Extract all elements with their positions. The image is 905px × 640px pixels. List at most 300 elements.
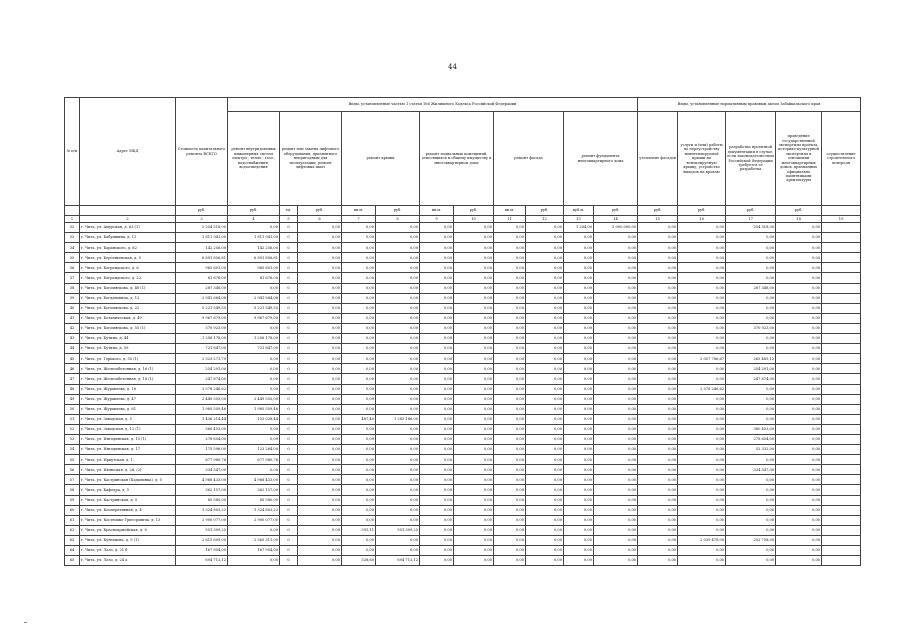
row-value-cell: 0,00 xyxy=(594,495,638,505)
row-value-cell: 0,00 xyxy=(342,313,376,323)
row-address: г. Чита, ул. Бограндского, д. 6 xyxy=(80,263,176,273)
row-value-cell: 0,00 xyxy=(376,424,420,434)
unit-cell: руб. xyxy=(726,206,776,216)
row-value-cell: 0,00 xyxy=(454,243,494,253)
unit-cell: руб. xyxy=(376,206,420,216)
row-value-cell: 0,00 xyxy=(638,384,678,394)
row-value-cell: 0,00 xyxy=(678,434,726,444)
row-value-cell: 0,00 xyxy=(420,485,454,495)
row-value-cell: 0,00 xyxy=(454,394,494,404)
row-value-cell: 0,00 xyxy=(594,273,638,283)
column-index-cell: 2 xyxy=(80,216,176,223)
row-value-cell: 0,00 xyxy=(420,233,454,243)
row-value-cell: 0,00 xyxy=(420,445,454,455)
table-row xyxy=(65,465,861,475)
row-value-cell: 0 xyxy=(280,364,298,374)
row-value-cell: 0,00 xyxy=(526,354,564,364)
table-row xyxy=(65,556,861,566)
row-value-cell: 0,00 xyxy=(298,364,342,374)
row-empty-cell xyxy=(822,313,861,323)
table-row xyxy=(65,323,861,333)
row-value-cell: 0,00 xyxy=(342,243,376,253)
row-empty-cell xyxy=(822,374,861,384)
row-value-cell: 0,00 xyxy=(526,263,564,273)
row-address: г. Чита, ул. Богомягкова, д. 22 xyxy=(80,303,176,313)
row-value-cell: 0,00 xyxy=(454,525,494,535)
row-value-cell: 0,00 xyxy=(376,384,420,394)
unit-cell: кв.м. xyxy=(420,206,454,216)
row-value-cell: 0,00 xyxy=(342,445,376,455)
row-value-cell: 0,00 xyxy=(594,313,638,323)
row-value-cell: 0,00 xyxy=(526,475,564,485)
row-value-cell: 0,00 xyxy=(420,354,454,364)
row-number: 64 xyxy=(65,546,80,556)
row-value-cell: 0,00 xyxy=(776,515,822,525)
row-value-cell: 0 xyxy=(280,253,298,263)
row-value-cell: 0,00 xyxy=(638,515,678,525)
row-value-cell: 0,00 xyxy=(776,505,822,515)
table-row xyxy=(65,303,861,313)
row-value-cell: 0,00 xyxy=(726,505,776,515)
row-value-cell: 0,00 xyxy=(776,535,822,545)
row-value-cell: 0,00 xyxy=(776,434,822,444)
row-value-cell: 0,00 xyxy=(678,495,726,505)
row-address: г. Чита, ул. Журавлева, д. 61 xyxy=(80,404,176,414)
row-value-cell: 0,00 xyxy=(420,374,454,384)
row-value-cell: 0,00 xyxy=(776,525,822,535)
row-value-cell: 0,00 xyxy=(726,253,776,263)
row-value-cell: 0,00 xyxy=(342,303,376,313)
row-address: г. Чита, ул. Заводская, д. 12 (1) xyxy=(80,424,176,434)
row-value-cell: 0,00 xyxy=(638,404,678,414)
row-value-cell: 965 601,00 xyxy=(176,263,228,273)
row-value-cell: 0,00 xyxy=(420,263,454,273)
row-value-cell: 0,00 xyxy=(342,223,376,233)
row-value-cell: 0,00 xyxy=(526,485,564,495)
row-value-cell: 0,00 xyxy=(726,546,776,556)
row-value-cell: 0,00 xyxy=(342,455,376,465)
row-value-cell: 0,00 xyxy=(376,535,420,545)
row-value-cell: 0 xyxy=(280,535,298,545)
row-value-cell: 0,00 xyxy=(638,546,678,556)
row-value-cell: 0,00 xyxy=(594,243,638,253)
row-value-cell: 0,00 xyxy=(526,535,564,545)
row-value-cell: 0 xyxy=(280,334,298,344)
row-value-cell: 0,00 xyxy=(298,535,342,545)
table-row xyxy=(65,313,861,323)
row-value-cell: 0,00 xyxy=(678,303,726,313)
row-address: г. Чита, ул. Богдановича, д. 12 xyxy=(80,293,176,303)
row-value-cell: 0,00 xyxy=(638,313,678,323)
row-value-cell: 0,00 xyxy=(638,354,678,364)
row-value-cell: 0,00 xyxy=(494,485,526,495)
row-value-cell: 0 xyxy=(280,424,298,434)
row-address: г. Чита, ул. Лазо, д. 24 а xyxy=(80,556,176,566)
header-heritage-expertise: проведение государственной экспертизы проекта, историко-культурной экспертизы в отношении многоквартирных домов, признанных официально памятниками архитектуры xyxy=(776,112,822,206)
row-value-cell: 0,00 xyxy=(454,283,494,293)
table-row xyxy=(65,485,861,495)
row-value-cell: 0,00 xyxy=(420,273,454,283)
row-value-cell: 0,00 xyxy=(594,546,638,556)
row-value-cell: 0,00 xyxy=(594,505,638,515)
header-group-regional: Виды, установленные нормативным правовым актом Забайкальского края xyxy=(638,98,861,112)
row-value-cell: 0,00 xyxy=(420,475,454,485)
row-address: г. Чита, ул. Лазо, д. 21 б xyxy=(80,546,176,556)
row-value-cell: 0,00 xyxy=(564,354,594,364)
row-address: г. Чита, ул. Ингодинская, д. 15 (1) xyxy=(80,434,176,444)
row-value-cell: 0,00 xyxy=(342,283,376,293)
row-value-cell: 123 264,00 xyxy=(228,445,280,455)
row-value-cell: 0,00 xyxy=(564,434,594,444)
row-empty-cell xyxy=(822,253,861,263)
row-value-cell: 360 453,00 xyxy=(176,424,228,434)
row-value-cell: 2 449 555,00 xyxy=(228,394,280,404)
row-value-cell: 0,00 xyxy=(526,404,564,414)
row-value-cell: 0,00 xyxy=(494,334,526,344)
row-value-cell: 0,00 xyxy=(678,334,726,344)
row-value-cell: 0,00 xyxy=(726,233,776,243)
row-value-cell: 0,00 xyxy=(454,434,494,444)
row-value-cell: 0,00 xyxy=(342,394,376,404)
row-value-cell: 153 028,44 xyxy=(228,414,280,424)
row-value-cell: 0,00 xyxy=(298,556,342,566)
row-value-cell: 0,00 xyxy=(494,243,526,253)
row-value-cell: 5 221 549,55 xyxy=(228,303,280,313)
row-value-cell: 0,00 xyxy=(638,394,678,404)
row-value-cell: 0,00 xyxy=(298,283,342,293)
column-index-cell: 8 xyxy=(376,216,420,223)
row-value-cell: 0,00 xyxy=(454,293,494,303)
row-value-cell: 0,00 xyxy=(228,384,280,394)
row-value-cell: 0 xyxy=(280,263,298,273)
row-value-cell: 0,00 xyxy=(726,495,776,505)
row-value-cell: 0,00 xyxy=(594,354,638,364)
row-value-cell: 0,00 xyxy=(342,424,376,434)
row-value-cell: 0,00 xyxy=(298,465,342,475)
row-value-cell: 0,00 xyxy=(776,263,822,273)
row-value-cell: 0,00 xyxy=(376,273,420,283)
row-value-cell: 254 291,00 xyxy=(726,364,776,374)
page-number: 44 xyxy=(448,63,457,71)
row-value-cell: 1 324 803,23 xyxy=(228,505,280,515)
row-value-cell: 0,00 xyxy=(454,556,494,566)
row-value-cell: 0,00 xyxy=(420,313,454,323)
row-value-cell: 0,00 xyxy=(494,535,526,545)
row-empty-cell xyxy=(822,223,861,233)
row-value-cell: 362 157,00 xyxy=(228,485,280,495)
row-value-cell: 0,00 xyxy=(454,354,494,364)
row-value-cell: 0,00 xyxy=(494,233,526,243)
row-number: 57 xyxy=(65,475,80,485)
row-address: г. Чита, ул. Железобетонная, д. 18 (1) xyxy=(80,374,176,384)
row-value-cell: 0,00 xyxy=(594,263,638,273)
scan-mark xyxy=(24,622,27,623)
row-value-cell: 1 256 178,00 xyxy=(176,334,228,344)
row-value-cell: 0,00 xyxy=(494,404,526,414)
row-value-cell: 0,00 xyxy=(420,303,454,313)
row-value-cell: 0,00 xyxy=(638,525,678,535)
header-design-docs: разработка проектной документации в случае, если законодательством Российской Федерации требуется ее разработка xyxy=(726,112,776,206)
row-value-cell: 0,00 xyxy=(494,495,526,505)
row-value-cell: 0,00 xyxy=(678,465,726,475)
row-value-cell: 0,00 xyxy=(526,525,564,535)
row-value-cell: 0,00 xyxy=(594,253,638,263)
row-value-cell: 0,00 xyxy=(342,323,376,333)
row-value-cell: 370 923,00 xyxy=(176,323,228,333)
row-value-cell: 0,00 xyxy=(298,374,342,384)
row-value-cell: 0,00 xyxy=(376,505,420,515)
row-value-cell: 0,00 xyxy=(678,253,726,263)
row-value-cell: 0,00 xyxy=(526,334,564,344)
table-row xyxy=(65,505,861,515)
row-value-cell: 0,00 xyxy=(494,414,526,424)
row-value-cell: 0,00 xyxy=(494,445,526,455)
row-number: 51 xyxy=(65,414,80,424)
row-value-cell: 0,00 xyxy=(564,263,594,273)
row-empty-cell xyxy=(822,434,861,444)
row-number: 38 xyxy=(65,283,80,293)
row-value-cell: 278 654,00 xyxy=(726,434,776,444)
row-empty-cell xyxy=(822,525,861,535)
row-value-cell: 0,00 xyxy=(678,313,726,323)
row-number: 37 xyxy=(65,273,80,283)
row-value-cell: 0,00 xyxy=(564,455,594,465)
row-value-cell: 0,00 xyxy=(726,475,776,485)
header-services: услуги и (или) работы по переустройству невентилируемой крыши на вентилируемую крышу, устройство выходов на кровлю xyxy=(678,112,726,206)
row-value-cell: 0,00 xyxy=(420,334,454,344)
row-value-cell: 0,00 xyxy=(228,556,280,566)
row-value-cell: 0 xyxy=(280,556,298,566)
row-value-cell: 0,00 xyxy=(454,344,494,354)
row-empty-cell xyxy=(822,283,861,293)
row-value-cell: 0 xyxy=(280,313,298,323)
row-number: 32 xyxy=(65,223,80,233)
row-value-cell: 0,00 xyxy=(594,323,638,333)
row-address: г. Чита, ул. Ботаническая, д. 49 xyxy=(80,313,176,323)
row-value-cell: 0,00 xyxy=(420,223,454,233)
row-value-cell: 0,00 xyxy=(564,313,594,323)
column-index-cell: 16 xyxy=(678,216,726,223)
row-value-cell: 2 323 271,79 xyxy=(176,354,228,364)
row-value-cell: 0,00 xyxy=(298,394,342,404)
row-value-cell: 0,00 xyxy=(420,465,454,475)
row-value-cell: 0,00 xyxy=(526,323,564,333)
row-value-cell: 0,00 xyxy=(494,354,526,364)
row-number: 60 xyxy=(65,505,80,515)
row-address: г. Чита, ул. Кастринская, д. 5 xyxy=(80,495,176,505)
row-value-cell: 1 985 559,46 xyxy=(176,404,228,414)
row-value-cell: 2 900 077,00 xyxy=(228,515,280,525)
row-value-cell: 0,00 xyxy=(420,495,454,505)
row-value-cell: 0,00 xyxy=(776,293,822,303)
row-value-cell: 0,00 xyxy=(342,384,376,394)
row-value-cell: 0,00 xyxy=(638,495,678,505)
row-value-cell: 0,00 xyxy=(564,384,594,394)
row-value-cell: 0,00 xyxy=(228,223,280,233)
row-value-cell: 0 xyxy=(280,546,298,556)
row-value-cell: 0,00 xyxy=(454,485,494,495)
row-value-cell: 0,00 xyxy=(594,394,638,404)
row-value-cell: 0,00 xyxy=(564,515,594,525)
row-value-cell: 0,00 xyxy=(454,223,494,233)
row-value-cell: 0,00 xyxy=(454,475,494,485)
row-value-cell: 0,00 xyxy=(454,313,494,323)
header-systems: ремонт внутридомовых инженерных систем электро-, тепло-, газо-, водоснабжения, водоотведения xyxy=(228,112,280,206)
row-value-cell: 0,00 xyxy=(454,455,494,465)
row-value-cell: 0,00 xyxy=(494,374,526,384)
row-empty-cell xyxy=(822,515,861,525)
row-value-cell: 0,00 xyxy=(526,243,564,253)
row-value-cell: 85 580,00 xyxy=(176,495,228,505)
table-row xyxy=(65,374,861,384)
row-value-cell: 0,00 xyxy=(526,233,564,243)
row-value-cell: 0,00 xyxy=(594,525,638,535)
row-value-cell: 0,00 xyxy=(726,394,776,404)
row-value-cell: 1 324 803,23 xyxy=(176,505,228,515)
row-value-cell: 0,00 xyxy=(454,404,494,414)
table-row xyxy=(65,546,861,556)
row-value-cell: 0,00 xyxy=(420,253,454,263)
row-value-cell: 2 578 246,62 xyxy=(176,384,228,394)
row-value-cell: 0,00 xyxy=(594,424,638,434)
row-value-cell: 0 xyxy=(280,243,298,253)
row-value-cell: 0,00 xyxy=(564,535,594,545)
row-value-cell: 1 811 941,00 xyxy=(228,233,280,243)
row-value-cell: 0,00 xyxy=(376,546,420,556)
row-value-cell: 2 449 555,00 xyxy=(176,394,228,404)
row-value-cell: 0,00 xyxy=(494,505,526,515)
row-value-cell: 0 xyxy=(280,525,298,535)
row-value-cell: 0,00 xyxy=(376,394,420,404)
row-value-cell: 0,00 xyxy=(454,515,494,525)
row-value-cell: 278 654,00 xyxy=(176,434,228,444)
row-value-cell: 0,00 xyxy=(594,303,638,313)
row-value-cell: 0,00 xyxy=(298,424,342,434)
column-index-cell: 14 xyxy=(594,216,638,223)
row-value-cell: 0,00 xyxy=(342,535,376,545)
header-total-cost: Стоимость капитального ремонта ВСЕГО xyxy=(176,98,228,206)
row-value-cell: 0,00 xyxy=(678,546,726,556)
row-value-cell: 0,00 xyxy=(564,556,594,566)
row-value-cell: 0,00 xyxy=(678,273,726,283)
row-address: г. Чита, ул. Баранского, д. 82 xyxy=(80,243,176,253)
row-value-cell: 0,00 xyxy=(420,505,454,515)
row-value-cell: 0,00 xyxy=(526,253,564,263)
column-index-cell: 1 xyxy=(65,216,80,223)
row-address: г. Чита, ул. Амурская, д. 63 (1) xyxy=(80,223,176,233)
row-address: г. Чита, ул. Берсеньевская, д. 5 xyxy=(80,253,176,263)
row-value-cell: 2 900 077,00 xyxy=(176,515,228,525)
row-number: 54 xyxy=(65,445,80,455)
row-value-cell: 0,00 xyxy=(726,515,776,525)
row-value-cell: 0,00 xyxy=(454,535,494,545)
row-value-cell: 0,00 xyxy=(564,404,594,414)
row-value-cell: 0,00 xyxy=(638,424,678,434)
row-value-cell: 0,00 xyxy=(376,364,420,374)
row-value-cell: 0,00 xyxy=(454,253,494,263)
row-value-cell: 0,00 xyxy=(564,475,594,485)
row-value-cell: 0,00 xyxy=(678,505,726,515)
row-value-cell: 677 980,76 xyxy=(228,455,280,465)
row-value-cell: 0,00 xyxy=(638,273,678,283)
table-row xyxy=(65,424,861,434)
row-value-cell: 265 485,12 xyxy=(726,354,776,364)
row-value-cell: 0,00 xyxy=(376,344,420,354)
row-value-cell: 0,00 xyxy=(526,283,564,293)
row-value-cell: 0,00 xyxy=(564,424,594,434)
row-value-cell: 0,00 xyxy=(638,263,678,273)
row-value-cell: 0,00 xyxy=(526,445,564,455)
row-value-cell: 721 847,00 xyxy=(176,344,228,354)
row-number: 42 xyxy=(65,323,80,333)
row-address: г. Чита, ул. Журавлева, д. 16 xyxy=(80,384,176,394)
row-value-cell: 0,00 xyxy=(678,515,726,525)
row-value-cell: 0,00 xyxy=(678,394,726,404)
row-value-cell: 0,00 xyxy=(678,404,726,414)
table-row xyxy=(65,384,861,394)
row-value-cell: 0,00 xyxy=(420,455,454,465)
row-value-cell: 0,00 xyxy=(376,495,420,505)
row-value-cell: 0,00 xyxy=(342,475,376,485)
units-row xyxy=(65,206,861,216)
row-value-cell: 0,00 xyxy=(454,263,494,273)
row-value-cell: 0,00 xyxy=(342,495,376,505)
row-value-cell: 0,00 xyxy=(298,495,342,505)
row-value-cell: 0,00 xyxy=(678,344,726,354)
row-value-cell: 0,00 xyxy=(564,293,594,303)
row-value-cell: 0,00 xyxy=(420,434,454,444)
row-value-cell: 0,00 xyxy=(420,384,454,394)
row-empty-cell xyxy=(822,535,861,545)
row-value-cell: 0,00 xyxy=(678,414,726,424)
row-value-cell: 0,00 xyxy=(228,364,280,374)
row-value-cell: 0,00 xyxy=(228,374,280,384)
row-value-cell: 0,00 xyxy=(298,334,342,344)
row-value-cell: 0,00 xyxy=(776,404,822,414)
row-value-cell: 0,00 xyxy=(298,515,342,525)
row-value-cell: 0,00 xyxy=(526,344,564,354)
row-empty-cell xyxy=(822,354,861,364)
row-address: г. Чита, ул. Железобетонная, д. 16 (1) xyxy=(80,364,176,374)
row-value-cell: 0,00 xyxy=(494,273,526,283)
row-value-cell: 370 923,00 xyxy=(726,323,776,333)
header-number: № п/п xyxy=(65,98,80,206)
row-value-cell: 0,00 xyxy=(494,223,526,233)
row-value-cell: 0,00 xyxy=(494,364,526,374)
row-value-cell: 254 518,00 xyxy=(726,223,776,233)
row-value-cell: 0,00 xyxy=(376,323,420,333)
row-value-cell: 0,00 xyxy=(564,374,594,384)
row-value-cell: 0,00 xyxy=(638,253,678,263)
column-index-cell: 4 xyxy=(228,216,280,223)
row-value-cell: 0,00 xyxy=(564,303,594,313)
row-value-cell: 0,00 xyxy=(564,253,594,263)
row-number: 55 xyxy=(65,455,80,465)
row-value-cell: 0,00 xyxy=(298,354,342,364)
row-value-cell: 0,00 xyxy=(564,394,594,404)
row-value-cell: 677 980,76 xyxy=(176,455,228,465)
row-value-cell: 0,00 xyxy=(376,354,420,364)
row-number: 41 xyxy=(65,313,80,323)
row-value-cell: 0 xyxy=(280,455,298,465)
row-value-cell: 0,00 xyxy=(776,253,822,263)
row-address: г. Чита, ул. Красноармейская, д. 8 xyxy=(80,525,176,535)
row-number: 48 xyxy=(65,384,80,394)
row-number: 61 xyxy=(65,515,80,525)
row-value-cell: 0,00 xyxy=(494,394,526,404)
row-value-cell: 0,00 xyxy=(494,384,526,394)
row-value-cell: 0,00 xyxy=(454,505,494,515)
